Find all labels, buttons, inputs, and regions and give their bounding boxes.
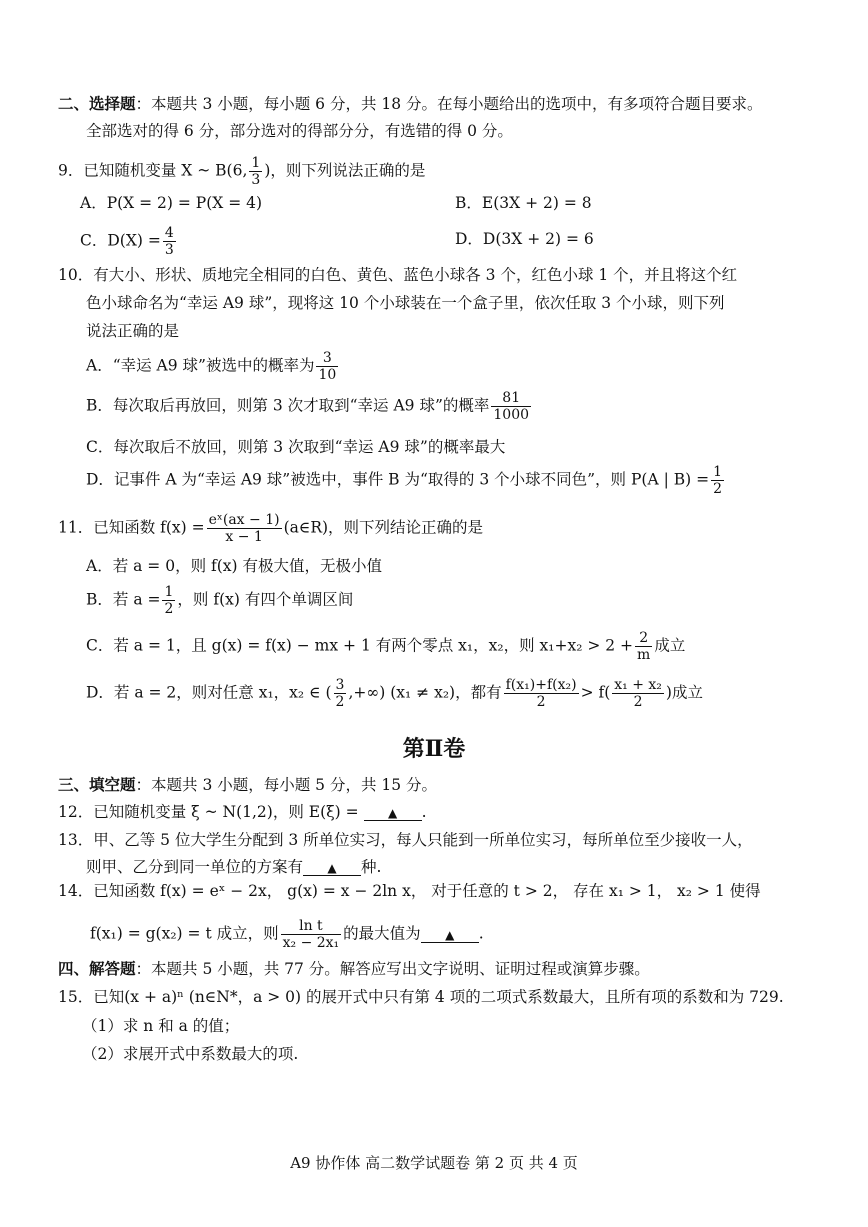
q11-b-den: 2 xyxy=(164,601,174,617)
q11-d-mid: ,+∞) (x₁ ≠ x₂)，都有 xyxy=(348,683,502,702)
q11-d-frac2 xyxy=(504,677,579,710)
q10-d-fraction xyxy=(711,464,724,497)
q15-sub2: （2）求展开式中系数最大的项. xyxy=(82,1045,299,1063)
q10-line1: 10．有大小、形状、质地完全相同的白色、黄色、蓝色小球各 3 个，红色小球 1 个，并且将这个红 xyxy=(58,266,738,284)
q9-stem-post: )，则下列说法正确的是 xyxy=(264,161,426,180)
q11-d-num2: f(x₁)+f(x₂) xyxy=(505,677,577,693)
q14-line2 xyxy=(90,918,484,951)
q10-b-num: 81 xyxy=(491,390,531,407)
part2-title: 第Ⅱ卷 xyxy=(402,736,466,762)
q11-b-post: ，则 f(x) 有四个单调区间 xyxy=(177,590,354,609)
q15-line1: 15．已知(x + a)ⁿ (n∈N*，a > 0) 的展开式中只有第 4 项的二项式系数最大，且所有项的系数和为 729. xyxy=(58,988,784,1006)
q9-fraction xyxy=(249,155,262,188)
q11-c-den: m xyxy=(637,647,651,663)
q9-c-den: 3 xyxy=(164,242,174,258)
q11-d-den1: 2 xyxy=(335,694,345,710)
section4-label: 四、解答题 xyxy=(58,960,136,978)
q12-post: . xyxy=(421,803,427,821)
q9-stem-pre: 9．已知随机变量 X ~ B(6, xyxy=(58,161,248,180)
q9-c-num: 4 xyxy=(164,225,174,241)
q11-d-num1: 3 xyxy=(335,677,345,693)
q10-d-num: 1 xyxy=(713,464,722,480)
q11-fraction xyxy=(207,512,282,545)
section2-label: 二、选择题 xyxy=(58,95,136,113)
q11-option-b xyxy=(86,584,353,617)
q13-line1: 13．甲、乙等 5 位大学生分配到 3 所单位实习，每人只能到一所单位实习，每所单位至少接收一人， xyxy=(58,831,753,849)
q9-stem xyxy=(58,155,425,188)
q9-option-a: A．P(X = 2) = P(X = 4) xyxy=(80,194,263,212)
q12-text: 12．已知随机变量 ξ ~ N(1,2)，则 E(ξ) = xyxy=(58,803,359,821)
section4-header xyxy=(58,958,650,980)
q9-frac-num: 1 xyxy=(251,155,261,171)
q11-b-pre: B．若 a = xyxy=(86,590,161,609)
q11-option-a: A．若 a = 0，则 f(x) 有极大值，无极小值 xyxy=(86,557,382,575)
q15-sub1: （1）求 n 和 a 的值； xyxy=(82,1017,240,1035)
q14-frac-num: ln t xyxy=(281,918,342,935)
page-footer: A9 协作体 高二数学试题卷 第 2 页 共 4 页 xyxy=(290,1154,578,1172)
q11-frac-num: eˣ(ax − 1) xyxy=(208,512,280,528)
q14-mid: 的最大值为 xyxy=(343,924,421,943)
q11-d-den3: 2 xyxy=(633,694,643,710)
q9-option-b: B．E(3X + 2) = 8 xyxy=(455,194,592,212)
q13-text: 则甲、乙分到同一单位的方案有 xyxy=(86,858,304,876)
section3-label: 三、填空题 xyxy=(58,776,136,794)
q11-c-post: 成立 xyxy=(654,636,686,655)
q11-c-num: 2 xyxy=(635,630,652,647)
q14-answer-blank: ▲ xyxy=(421,928,479,943)
q10-d-pre: D．记事件 A 为“幸运 A9 球”被选中，事件 B 为“取得的 3 个小球不同色”，则 P(A | B) = xyxy=(86,470,710,489)
q14-text: f(x₁) = g(x₂) = t 成立，则 xyxy=(90,924,279,943)
q10-option-b xyxy=(86,390,533,423)
q11-d-gt: > f( xyxy=(580,683,611,702)
q9-option-d: D．D(3X + 2) = 6 xyxy=(455,230,594,248)
q11-stem xyxy=(58,512,483,545)
q10-b-den: 1000 xyxy=(493,407,530,423)
q11-stem-post: (a∈R)，则下列结论正确的是 xyxy=(283,518,484,537)
section3-header xyxy=(58,774,437,796)
q12 xyxy=(58,801,427,823)
q11-d-num3: x₁ + x₂ xyxy=(614,677,662,693)
q11-b-fraction xyxy=(162,584,175,617)
q14-fraction xyxy=(281,918,342,951)
q14-post: . xyxy=(478,924,484,943)
q12-answer-blank: ▲ xyxy=(364,806,422,821)
q10-option-c: C．每次取后不放回，则第 3 次取到“幸运 A9 球”的概率最大 xyxy=(86,438,506,456)
q9-c-pre: C．D(X) = xyxy=(80,231,161,250)
q11-option-d xyxy=(86,677,703,710)
q10-b-fraction xyxy=(491,390,531,423)
q11-stem-pre: 11．已知函数 f(x) = xyxy=(58,518,205,537)
section2-text: ：本题共 3 小题，每小题 6 分，共 18 分。在每小题给出的选项中，有多项符合题目要求。 xyxy=(135,95,763,113)
q9-frac-den: 3 xyxy=(251,172,261,188)
q11-d-den2: 2 xyxy=(536,694,546,710)
q13-line2 xyxy=(86,856,381,878)
q11-frac-den: x − 1 xyxy=(225,529,263,545)
q10-line3: 说法正确的是 xyxy=(86,322,180,340)
section2-header xyxy=(58,93,763,115)
q9-option-c xyxy=(80,225,178,258)
q13-answer-blank: ▲ xyxy=(303,861,361,876)
q11-option-c xyxy=(86,630,685,663)
q9-c-fraction xyxy=(163,225,176,258)
q10-d-den: 2 xyxy=(713,481,722,497)
q11-d-post: )成立 xyxy=(665,683,703,702)
q10-b-pre: B．每次取后再放回，则第 3 次才取到“幸运 A9 球”的概率 xyxy=(86,396,490,415)
q10-option-a xyxy=(86,350,340,383)
q10-a-pre: A．“幸运 A9 球”被选中的概率为 xyxy=(86,356,315,375)
q13-post: 种. xyxy=(361,858,382,876)
q11-d-pre: D．若 a = 2，则对任意 x₁，x₂ ∈ ( xyxy=(86,683,332,702)
q10-option-d xyxy=(86,464,726,497)
q11-c-pre: C．若 a = 1，且 g(x) = f(x) − mx + 1 有两个零点 x₁，x₂，则 x₁+x₂ > 2 + xyxy=(86,636,634,655)
q10-a-den: 10 xyxy=(318,367,337,383)
section4-text: ：本题共 5 小题，共 77 分。解答应写出文字说明、证明过程或演算步骤。 xyxy=(135,960,650,978)
q11-c-fraction xyxy=(635,630,652,663)
section2-header-cont: 全部选对的得 6 分，部分选对的得部分分，有选错的得 0 分。 xyxy=(86,122,513,140)
q10-line2: 色小球命名为“幸运 A9 球”，现将这 10 个小球装在一个盒子里，依次任取 3 个小球，则下列 xyxy=(86,294,725,312)
q10-a-fraction xyxy=(316,350,338,383)
q11-d-frac1 xyxy=(334,677,347,710)
q14-line1: 14．已知函数 f(x) = eˣ − 2x， g(x) = x − 2ln x， 对于任意的 t > 2， 存在 x₁ > 1， x₂ > 1 使得 xyxy=(58,882,761,900)
q11-b-num: 1 xyxy=(164,584,174,600)
section3-text: ：本题共 3 小题，每小题 5 分，共 15 分。 xyxy=(135,776,438,794)
q14-frac-den: x₂ − 2x₁ xyxy=(282,935,340,951)
q10-a-num: 3 xyxy=(316,350,338,367)
q11-d-frac3 xyxy=(612,677,664,710)
